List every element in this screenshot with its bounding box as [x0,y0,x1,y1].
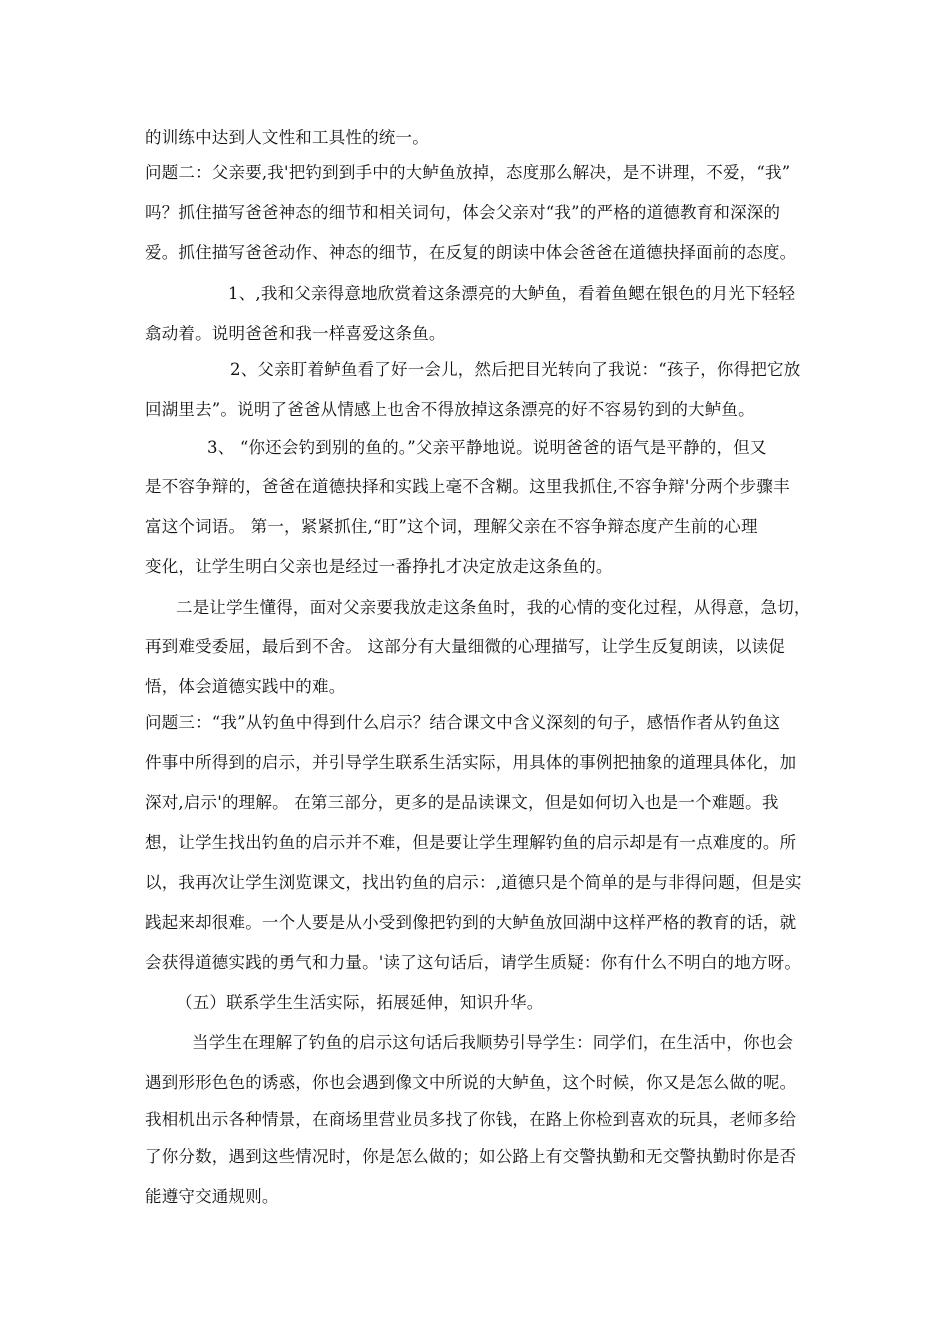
text-line-12: 变化，让学生明白父亲也是经过一番挣扎才决定放走这条鱼的。 [145,557,613,576]
text-line-6: 翕动着。说明爸爸和我一样喜爱这条鱼。 [145,324,446,343]
text-line-19: 想，让学生找出钓鱼的启示并不难，但是要让学生理解钓鱼的启示却是有一点难度的。所 [145,833,797,852]
text-line-17: 件事中所得到的启示，并引导学生联系生活实际，用具体的事例把抽象的道理具体化，加 [145,753,797,772]
text-line-13: 二是让学生懂得，面对父亲要我放走这条鱼时，我的心情的变化过程，从得意，急切， [176,598,811,617]
text-line-5: 1、,我和父亲得意地欣赏着这条漂亮的大鲈鱼，看着鱼鳃在银色的月光下轻轻 [228,284,796,303]
text-line-26: 我相机出示各种情景，在商场里营业员多找了你钱，在路上你检到喜欢的玩具，老师多给 [145,1110,797,1129]
text-line-27: 了你分数，遇到这些情况时，你是怎么做的；如公路上有交警执勤和无交警执勤时你是否 [145,1147,797,1166]
text-line-8: 回湖里去”。说明了爸爸从情感上也舍不得放掉这条漂亮的好不容易钓到的大鲈鱼。 [145,400,755,419]
text-line-1: 的训练中达到人文性和工具性的统一。 [145,128,429,147]
text-line-11: 富这个词语。 第一，紧紧抓住,“盯”这个词，理解父亲在不容争辩态度产生前的心理 [145,517,758,536]
text-line-28: 能遵守交通规则。 [145,1187,279,1206]
text-line-3: 吗？抓住描写爸爸神态的细节和相关词句，体会父亲对“我”的严格的道德教育和深深的 [145,203,781,222]
text-line-16: 问题三：“我”从钓鱼中得到什么启示？结合课文中含义深刻的句子，感悟作者从钓鱼这 [145,713,781,732]
text-line-4: 爱。抓住描写爸爸动作、神态的细节，在反复的朗读中体会爸爸在道德抉择面前的态度。 [145,243,797,262]
text-line-14: 再到难受委屈，最后到不舍。 这部分有大量细微的心理描写，让学生反复朗读，以读促 [145,637,786,656]
text-line-9: 3、 “你还会钓到别的鱼的。”父亲平静地说。说明爸爸的语气是平静的，但又 [207,438,767,457]
text-line-22: 会获得道德实践的勇气和力量。'读了这句话后，请学生质疑：你有什么不明白的地方呀。 [145,953,802,972]
text-line-24: 当学生在理解了钓鱼的启示这句话后我顺势引导学生：同学们，在生活中，你也会 [192,1033,794,1052]
text-line-7: 2、父亲盯着鲈鱼看了好一会儿，然后把目光转向了我说：“孩子，你得把它放 [230,360,801,379]
text-line-20: 以，我再次让学生浏览课文，找出钓鱼的启示：,道德只是个简单的是与非得问题，但是实 [145,873,802,892]
text-line-2: 问题二：父亲要,我'把钓到到手中的大鲈鱼放掉，态度那么解决，是不讲理，不爱，“我” [145,163,791,182]
text-line-21: 践起来却很难。一个人要是从小受到像把钓到的大鲈鱼放回湖中这样严格的教育的话，就 [145,913,797,932]
text-line-18: 深对,启示'的理解。 在第三部分，更多的是品读课文，但是如何切入也是一个难题。我 [145,793,779,812]
text-line-25: 遇到形形色色的诱惑，你也会遇到像文中所说的大鲈鱼，这个时候，你又是怎么做的呢。 [145,1073,797,1092]
text-line-10: 是不容争辩的，爸爸在道德抉择和实践上毫不含糊。这里我抓住,不容争辩'分两个步骤丰 [145,477,790,496]
text-line-15: 悟，体会道德实践中的难。 [145,677,346,696]
section-heading: （五）联系学生生活实际，拓展延伸，知识升华。 [176,993,544,1012]
